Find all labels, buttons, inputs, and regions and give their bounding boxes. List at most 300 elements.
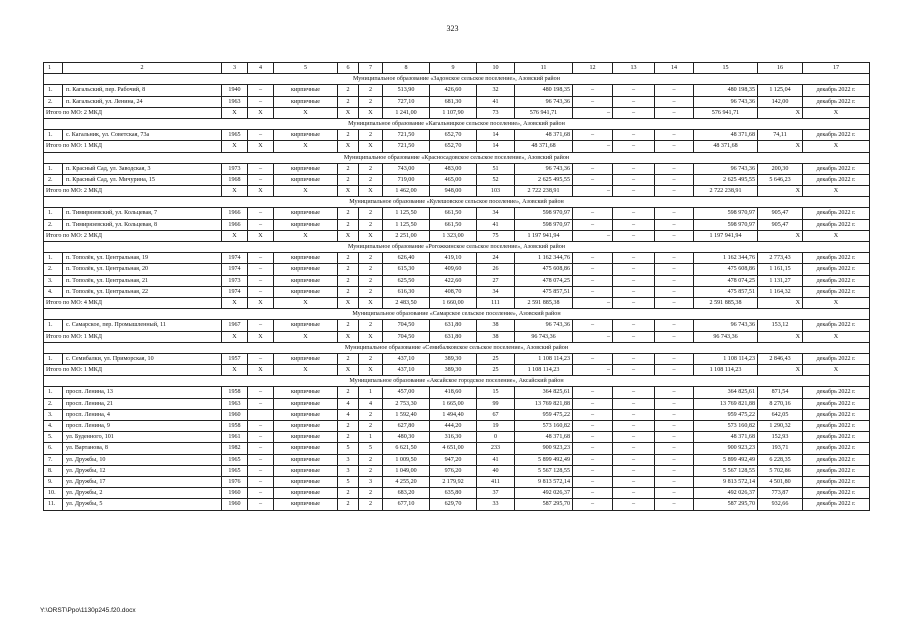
table-row <box>44 219 870 230</box>
subtotal-cell: 2 591 885,38 <box>694 297 758 308</box>
table-cell: – <box>573 465 613 476</box>
table-cell: 959 475,22 <box>515 409 573 420</box>
table-cell: – <box>655 353 694 364</box>
table-cell: 1 592,40 <box>383 409 430 420</box>
table-row <box>44 320 870 331</box>
table-cell: декабрь 2022 г. <box>803 320 870 331</box>
column-number-cell: 5 <box>274 63 338 74</box>
subtotal-cell: 437,10 <box>383 365 430 376</box>
table-cell: 40 <box>477 465 515 476</box>
subtotal-cell: – <box>655 297 694 308</box>
table-cell: 480,30 <box>383 432 430 443</box>
table-cell: 2 <box>338 387 359 398</box>
table-cell: – <box>248 353 274 364</box>
table-cell: 1 108 114,23 <box>515 353 573 364</box>
subtotal-cell: 73 <box>477 107 515 118</box>
table-cell: декабрь 2022 г. <box>803 465 870 476</box>
table-cell: 2 179,92 <box>430 476 477 487</box>
address-cell: с. Семибалки, ул. Приморская, 10 <box>63 353 222 364</box>
subtotal-cell: 1 197 941,94 <box>515 230 573 241</box>
subtotal-cell: 704,50 <box>383 331 430 342</box>
table-cell: декабрь 2022 г. <box>803 253 870 264</box>
table-cell: 6 228,35 <box>758 454 803 465</box>
table-cell: 1 <box>359 432 383 443</box>
table-cell: 418,60 <box>430 387 477 398</box>
subtotal-cell: 96 743,36 <box>694 331 758 342</box>
table-cell: 2 <box>338 85 359 96</box>
subtotal-cell: – <box>573 331 613 342</box>
table-cell: 48 371,68 <box>515 432 573 443</box>
municipality-name: Муниципальное образование «Кулешовское сельское поселение», Азовский район <box>44 197 870 208</box>
table-cell: кирпичные <box>274 275 338 286</box>
table-row <box>44 488 870 499</box>
subtotal-cell: – <box>573 107 613 118</box>
subtotal-label: Итого по МО: 2 МКД <box>44 230 222 241</box>
subtotal-cell: – <box>613 141 655 152</box>
address-cell: п. Тополёк, ул. Центральная, 22 <box>63 286 222 297</box>
table-cell: – <box>573 253 613 264</box>
table-cell: – <box>613 320 655 331</box>
subtotal-cell: X <box>338 186 359 197</box>
table-cell: – <box>655 275 694 286</box>
municipality-name: Муниципальное образование «Самарское сельское поселение», Азовский район <box>44 309 870 320</box>
table-cell: 2 <box>359 264 383 275</box>
table-cell: – <box>248 275 274 286</box>
table-cell: – <box>613 353 655 364</box>
table-cell: 13 769 821,88 <box>694 398 758 409</box>
subtotal-cell: X <box>359 141 383 152</box>
table-cell: 2 <box>338 264 359 275</box>
table-cell: 4 651,00 <box>430 443 477 454</box>
table-cell: 2 <box>338 320 359 331</box>
table-cell: – <box>655 85 694 96</box>
table-cell: 409,60 <box>430 264 477 275</box>
table-cell: – <box>613 96 655 107</box>
table-cell: – <box>248 96 274 107</box>
table-cell: декабрь 2022 г. <box>803 443 870 454</box>
address-cell: с. Самарское, пер. Промышленный, 11 <box>63 320 222 331</box>
table-cell: 99 <box>477 398 515 409</box>
subtotal-cell: 1 462,00 <box>383 186 430 197</box>
table-cell: 2 <box>359 253 383 264</box>
table-cell: 626,40 <box>383 253 430 264</box>
table-cell: 41 <box>477 454 515 465</box>
table-cell: – <box>655 398 694 409</box>
table-cell: 74,11 <box>758 130 803 141</box>
table-cell: – <box>573 499 613 510</box>
table-cell: 1. <box>44 353 63 364</box>
table-cell: – <box>248 488 274 499</box>
table-cell: 4 501,80 <box>758 476 803 487</box>
table-row <box>44 264 870 275</box>
table-cell: – <box>613 398 655 409</box>
subtotal-cell: 48 371,68 <box>515 141 573 152</box>
address-cell: просп. Ленина, 9 <box>63 421 222 432</box>
subtotal-cell: X <box>359 297 383 308</box>
subtotal-cell: 1 660,00 <box>430 297 477 308</box>
table-cell: 4 <box>338 398 359 409</box>
table-cell: 2. <box>44 174 63 185</box>
subtotal-cell: 652,70 <box>430 141 477 152</box>
table-cell: – <box>613 286 655 297</box>
table-cell: 2 <box>359 208 383 219</box>
table-cell: 1974 <box>222 253 248 264</box>
table-row <box>44 353 870 364</box>
subtotal-cell: 576 941,71 <box>515 107 573 118</box>
subtotal-cell: X <box>338 365 359 376</box>
table-cell: 513,90 <box>383 85 430 96</box>
table-cell: 9. <box>44 476 63 487</box>
subtotal-cell: X <box>248 331 274 342</box>
table-cell: декабрь 2022 г. <box>803 476 870 487</box>
subtotal-label: Итого по МО: 1 МКД <box>44 365 222 376</box>
table-cell: 1. <box>44 320 63 331</box>
subtotal-cell: 2 591 885,38 <box>515 297 573 308</box>
table-cell: – <box>655 163 694 174</box>
table-cell: 2 773,43 <box>758 253 803 264</box>
subtotal-cell: – <box>655 141 694 152</box>
subtotal-row <box>44 107 870 118</box>
municipality-name: Муниципальное образование «Красносадовское сельское поселение», Азовский район <box>44 152 870 163</box>
address-cell: ул. Дружбы, 2 <box>63 488 222 499</box>
table-cell: – <box>248 421 274 432</box>
table-cell: кирпичные <box>274 387 338 398</box>
table-cell: 2 <box>338 208 359 219</box>
table-cell: кирпичные <box>274 409 338 420</box>
subtotal-cell: X <box>359 331 383 342</box>
subtotal-cell: 631,80 <box>430 331 477 342</box>
subtotal-cell: 2 722 238,91 <box>694 186 758 197</box>
table-cell: 2 <box>359 275 383 286</box>
table-cell: 2 <box>338 421 359 432</box>
table-cell: 3 <box>359 476 383 487</box>
table-cell: – <box>655 96 694 107</box>
table-cell: 2 846,43 <box>758 353 803 364</box>
table-cell: 2 <box>359 409 383 420</box>
table-cell: 5 702,86 <box>758 465 803 476</box>
table-cell: – <box>655 488 694 499</box>
table-cell: 616,30 <box>383 286 430 297</box>
subtotal-cell: X <box>338 230 359 241</box>
municipality-heading-row <box>44 118 870 129</box>
column-number-cell: 14 <box>655 63 694 74</box>
subtotal-cell: X <box>359 365 383 376</box>
subtotal-cell: X <box>758 107 803 118</box>
table-cell: 1957 <box>222 353 248 364</box>
table-cell: 1 131,27 <box>758 275 803 286</box>
table-cell: – <box>573 488 613 499</box>
table-row <box>44 432 870 443</box>
column-number-cell: 11 <box>515 63 573 74</box>
subtotal-row <box>44 331 870 342</box>
table-cell: кирпичные <box>274 488 338 499</box>
table-cell: 598 970,97 <box>694 208 758 219</box>
subtotal-cell: 1 108 114,23 <box>515 365 573 376</box>
table-cell: 1 <box>359 387 383 398</box>
table-cell: – <box>655 219 694 230</box>
subtotal-cell: X <box>274 230 338 241</box>
subtotal-cell: X <box>274 107 338 118</box>
table-cell: 1 125,04 <box>758 85 803 96</box>
table-cell: 1958 <box>222 387 248 398</box>
table-cell: – <box>248 264 274 275</box>
table-cell: 1 125,50 <box>383 208 430 219</box>
table-cell: – <box>248 465 274 476</box>
table-cell: 900 923,23 <box>515 443 573 454</box>
table-cell: 677,10 <box>383 499 430 510</box>
table-cell: – <box>613 488 655 499</box>
table-cell: 976,20 <box>430 465 477 476</box>
column-number-header-row <box>44 63 870 74</box>
table-row <box>44 465 870 476</box>
table-cell: – <box>613 264 655 275</box>
table-row <box>44 275 870 286</box>
table-cell: 408,70 <box>430 286 477 297</box>
table-cell: 7. <box>44 454 63 465</box>
table-cell: 9 813 572,14 <box>515 476 573 487</box>
table-cell: 8 270,16 <box>758 398 803 409</box>
table-cell: 34 <box>477 208 515 219</box>
table-cell: 15 <box>477 387 515 398</box>
table-cell: кирпичные <box>274 163 338 174</box>
table-cell: – <box>248 499 274 510</box>
table-cell: 573 160,82 <box>694 421 758 432</box>
table-cell: 153,12 <box>758 320 803 331</box>
municipality-heading-row <box>44 309 870 320</box>
subtotal-cell: X <box>222 297 248 308</box>
table-cell: декабрь 2022 г. <box>803 275 870 286</box>
table-cell: декабрь 2022 г. <box>803 96 870 107</box>
subtotal-cell: X <box>758 365 803 376</box>
municipality-heading-row <box>44 376 870 387</box>
table-cell: 947,20 <box>430 454 477 465</box>
municipality-name: Муниципальное образование «Задонское сельское поселение», Азовский район <box>44 74 870 85</box>
table-cell: кирпичные <box>274 454 338 465</box>
table-cell: 2 <box>359 421 383 432</box>
table-cell: – <box>573 163 613 174</box>
subtotal-cell: X <box>248 230 274 241</box>
table-cell: – <box>248 398 274 409</box>
address-cell: п. Тополёк, ул. Центральная, 21 <box>63 275 222 286</box>
table-cell: 1940 <box>222 85 248 96</box>
table-cell: – <box>655 476 694 487</box>
table-cell: – <box>248 387 274 398</box>
table-cell: – <box>573 432 613 443</box>
table-cell: 2 <box>359 96 383 107</box>
table-cell: 96 743,36 <box>694 320 758 331</box>
subtotal-cell: 1 108 114,23 <box>694 365 758 376</box>
table-cell: 2. <box>44 264 63 275</box>
table-cell: 5 <box>338 476 359 487</box>
table-cell: 1. <box>44 253 63 264</box>
column-number-cell: 7 <box>359 63 383 74</box>
subtotal-cell: 111 <box>477 297 515 308</box>
table-row <box>44 409 870 420</box>
column-number-cell: 17 <box>803 63 870 74</box>
subtotal-cell: 1 197 941,94 <box>694 230 758 241</box>
subtotal-cell: 576 941,71 <box>694 107 758 118</box>
subtotal-cell: – <box>655 107 694 118</box>
table-cell: 475 608,86 <box>694 264 758 275</box>
table-cell: 1960 <box>222 488 248 499</box>
table-cell: кирпичные <box>274 96 338 107</box>
table-cell: декабрь 2022 г. <box>803 219 870 230</box>
table-cell: 727,10 <box>383 96 430 107</box>
table-cell: 34 <box>477 286 515 297</box>
table-row <box>44 208 870 219</box>
address-cell: п. Тимирязевский, ул. Кольцевая, 7 <box>63 208 222 219</box>
subtotal-cell: – <box>655 186 694 197</box>
table-cell: 1 009,50 <box>383 454 430 465</box>
subtotal-cell: X <box>222 107 248 118</box>
table-row <box>44 443 870 454</box>
table-cell: – <box>613 476 655 487</box>
table-cell: декабрь 2022 г. <box>803 286 870 297</box>
table-cell: 1973 <box>222 275 248 286</box>
table-cell: декабрь 2022 г. <box>803 163 870 174</box>
subtotal-cell: X <box>248 107 274 118</box>
table-cell: 5 646,23 <box>758 174 803 185</box>
table-cell: кирпичные <box>274 421 338 432</box>
table-cell: 2 <box>338 275 359 286</box>
table-cell: 32 <box>477 85 515 96</box>
table-cell: – <box>248 208 274 219</box>
table-cell: 2 <box>359 130 383 141</box>
table-cell: – <box>655 174 694 185</box>
subtotal-cell: X <box>222 141 248 152</box>
table-cell: 2 <box>359 219 383 230</box>
table-cell: 1 290,32 <box>758 421 803 432</box>
table-cell: 4 <box>338 409 359 420</box>
table-cell: 3. <box>44 275 63 286</box>
table-cell: кирпичные <box>274 443 338 454</box>
table-cell: 900 923,23 <box>694 443 758 454</box>
table-cell: 1 164,32 <box>758 286 803 297</box>
table-row <box>44 130 870 141</box>
column-number-cell: 2 <box>63 63 222 74</box>
file-path-footer: Y:\ORST\Ppo\1130p245.f20.docx <box>40 607 136 614</box>
table-cell: – <box>573 398 613 409</box>
table-cell: – <box>573 421 613 432</box>
subtotal-cell: – <box>655 230 694 241</box>
table-cell: 871,54 <box>758 387 803 398</box>
table-cell: 25 <box>477 353 515 364</box>
table-cell: 2. <box>44 96 63 107</box>
table-cell: 48 371,68 <box>694 432 758 443</box>
subtotal-cell: X <box>803 365 870 376</box>
table-cell: 27 <box>477 275 515 286</box>
page-number: 323 <box>446 24 459 33</box>
table-cell: 3. <box>44 409 63 420</box>
table-cell: 661,50 <box>430 219 477 230</box>
table-cell: 14 <box>477 130 515 141</box>
subtotal-cell: X <box>338 331 359 342</box>
subtotal-cell: 2 251,00 <box>383 230 430 241</box>
table-cell: 2 <box>359 174 383 185</box>
table-row <box>44 454 870 465</box>
table-row <box>44 85 870 96</box>
table-cell: 4. <box>44 286 63 297</box>
table-cell: 364 825,61 <box>694 387 758 398</box>
table-cell: 587 295,70 <box>515 499 573 510</box>
table-cell: – <box>613 163 655 174</box>
table-cell: 1965 <box>222 454 248 465</box>
table-cell: – <box>248 174 274 185</box>
table-cell: 704,50 <box>383 320 430 331</box>
table-cell: – <box>573 275 613 286</box>
address-cell: просп. Ленина, 21 <box>63 398 222 409</box>
table-cell: 2 <box>338 174 359 185</box>
column-number-cell: 12 <box>573 63 613 74</box>
table-cell: 200,30 <box>758 163 803 174</box>
table-cell: 598 970,97 <box>515 208 573 219</box>
table-row <box>44 421 870 432</box>
table-cell: 492 026,37 <box>515 488 573 499</box>
table-cell: 1. <box>44 130 63 141</box>
subtotal-cell: X <box>758 186 803 197</box>
table-cell: 2 <box>359 320 383 331</box>
subtotal-label: Итого по МО: 1 МКД <box>44 331 222 342</box>
table-cell: 19 <box>477 421 515 432</box>
municipality-name: Муниципальное образование «Кагальницкое сельское поселение», Азовский район <box>44 118 870 129</box>
table-cell: 2 <box>359 465 383 476</box>
table-cell: 2 753,30 <box>383 398 430 409</box>
subtotal-cell: – <box>613 331 655 342</box>
table-cell: 2. <box>44 398 63 409</box>
table-cell: кирпичные <box>274 85 338 96</box>
table-cell: 625,50 <box>383 275 430 286</box>
table-cell: – <box>613 130 655 141</box>
table-cell: 1960 <box>222 409 248 420</box>
table-cell: 4. <box>44 421 63 432</box>
subtotal-cell: 48 371,68 <box>694 141 758 152</box>
table-row <box>44 286 870 297</box>
address-cell: п. Тополёк, ул. Центральная, 19 <box>63 253 222 264</box>
subtotal-cell: X <box>359 230 383 241</box>
address-cell: ул. Дружбы, 17 <box>63 476 222 487</box>
table-cell: – <box>613 208 655 219</box>
subtotal-cell: X <box>222 230 248 241</box>
table-cell: декабрь 2022 г. <box>803 421 870 432</box>
table-cell: 1966 <box>222 208 248 219</box>
table-row <box>44 96 870 107</box>
address-cell: ул. Вартанова, 8 <box>63 443 222 454</box>
table-cell: 2 <box>359 85 383 96</box>
table-cell: кирпичные <box>274 432 338 443</box>
subtotal-cell: – <box>613 365 655 376</box>
table-cell: – <box>573 387 613 398</box>
table-cell: 1 162 344,76 <box>694 253 758 264</box>
table-cell: кирпичные <box>274 320 338 331</box>
subtotal-row <box>44 230 870 241</box>
subtotal-cell: 1 323,00 <box>430 230 477 241</box>
table-cell: – <box>613 443 655 454</box>
subtotal-cell: – <box>613 186 655 197</box>
table-cell: 3 <box>338 465 359 476</box>
table-cell: кирпичные <box>274 130 338 141</box>
table-cell: 24 <box>477 253 515 264</box>
table-cell: – <box>613 432 655 443</box>
table-cell: 480 198,35 <box>694 85 758 96</box>
table-cell: 0 <box>477 432 515 443</box>
table-cell: 681,30 <box>430 96 477 107</box>
table-cell: 598 970,97 <box>515 219 573 230</box>
address-cell: ул. Дружбы, 12 <box>63 465 222 476</box>
table-cell: 631,80 <box>430 320 477 331</box>
address-cell: п. Кагальский, пер. Рабочий, 8 <box>63 85 222 96</box>
table-cell: кирпичные <box>274 219 338 230</box>
table-cell: 5 899 492,49 <box>694 454 758 465</box>
